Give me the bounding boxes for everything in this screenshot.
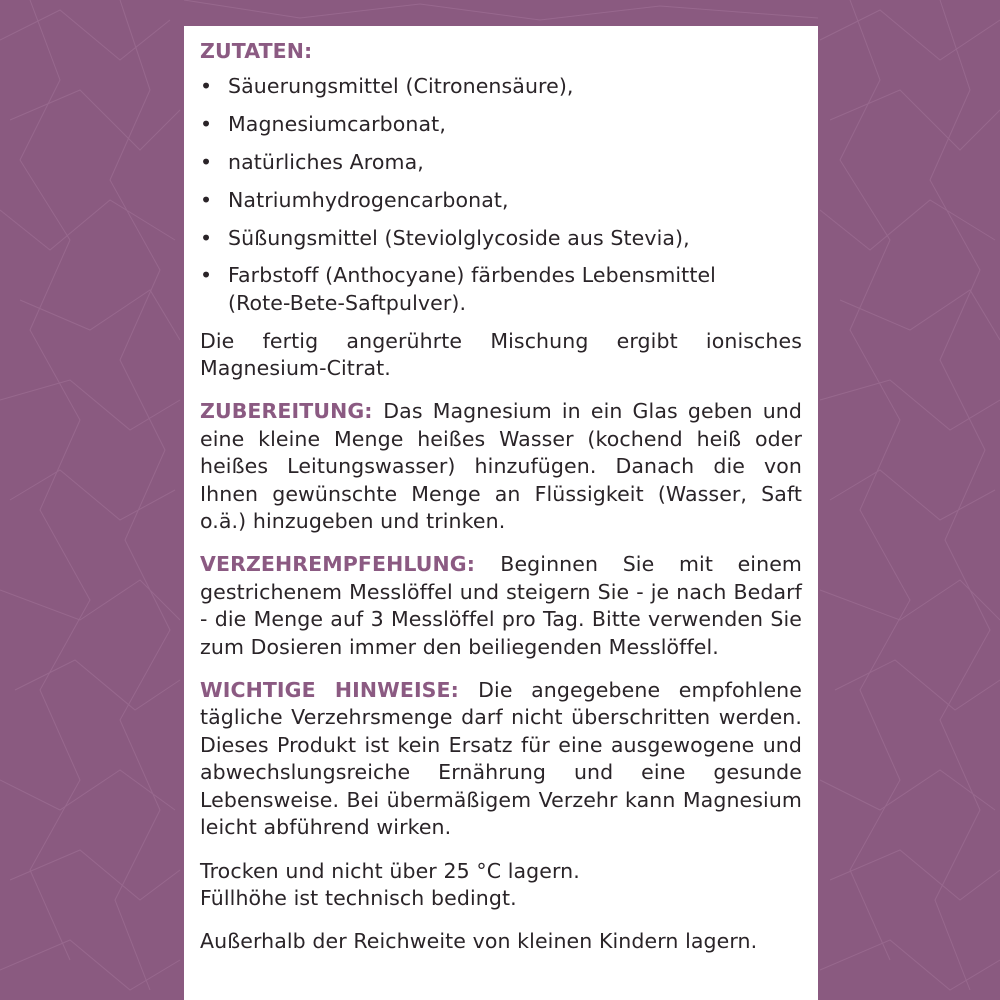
bullet-icon: • <box>200 187 213 212</box>
bullet-icon: • <box>200 263 213 288</box>
ingredient-text-continued: (Rote-Bete-Saftpulver). <box>228 290 467 315</box>
recommendation-text: Beginnen Sie mit einem gestrichenem Messlöffel und steigern Sie - je nach Bedarf - die Menge auf 3 Messlöffel pro Tag. Bitte verwenden Sie zum Dosieren immer den beiliegenden Messlöffel. <box>200 552 802 659</box>
list-item <box>200 73 802 100</box>
warnings-title: WICHTIGE HINWEISE: <box>200 678 479 703</box>
ingredient-text: Natriumhydrogencarbonat, <box>228 187 509 212</box>
mixture-note: Die fertig angerührte Mischung ergibt ionisches Magnesium-Citrat. <box>200 328 802 380</box>
storage-line-1: Trocken und nicht über 25 °C lagern. <box>200 858 580 883</box>
storage-line-2: Füllhöhe ist technisch bedingt. <box>200 885 517 910</box>
ingredients-title: ZUTATEN: <box>200 39 313 63</box>
bullet-icon: • <box>200 225 213 250</box>
ingredient-text: Säuerungsmittel (Citronensäure), <box>228 74 574 99</box>
bullet-icon: • <box>200 74 213 99</box>
preparation-text: Das Magnesium in ein Glas geben und eine kleine Menge heißes Wasser (kochend heiß oder heißes Leitungswasser) hinzufügen. Danach die von Ihnen gewünschte Menge an Flüssigkeit (Wasser, Saft o.ä.) hinzugeben und trinken. <box>200 399 802 534</box>
list-item <box>200 111 802 138</box>
ingredient-text: Magnesiumcarbonat, <box>228 112 446 137</box>
list-item <box>200 187 802 214</box>
ingredient-text: natürliches Aroma, <box>228 150 424 174</box>
recommendation-title: VERZEHREMPFEHLUNG: <box>200 552 501 577</box>
ingredient-text: Süßungsmittel (Steviolglycoside aus Stevia), <box>228 225 690 250</box>
preparation-title: ZUBEREITUNG: <box>200 399 384 424</box>
preparation-section <box>200 398 802 535</box>
list-item <box>200 149 802 176</box>
ingredient-text: Farbstoff (Anthocyane) färbendes Lebensmittel <box>228 263 716 288</box>
recommendation-section <box>200 551 802 661</box>
bullet-icon: • <box>200 112 213 137</box>
storage-section <box>200 858 802 913</box>
list-item <box>200 225 802 252</box>
children-warning: Außerhalb der Reichweite von kleinen Kindern lagern. <box>200 929 758 954</box>
bullet-icon: • <box>200 150 213 174</box>
warnings-section <box>200 677 802 841</box>
info-panel <box>184 26 818 1000</box>
ingredients-list <box>200 73 802 317</box>
warnings-text: Die angegebene empfohlene tägliche Verzehrsmenge darf nicht überschritten werden. Dieses Produkt ist kein Ersatz für eine ausgewogene und abwechslungsreiche Ernährung und eine gesunde Lebensweise. Bei übermäßigem Verzehr kann Magnesium leicht abführend wirken. <box>200 678 802 840</box>
list-item <box>200 262 802 317</box>
